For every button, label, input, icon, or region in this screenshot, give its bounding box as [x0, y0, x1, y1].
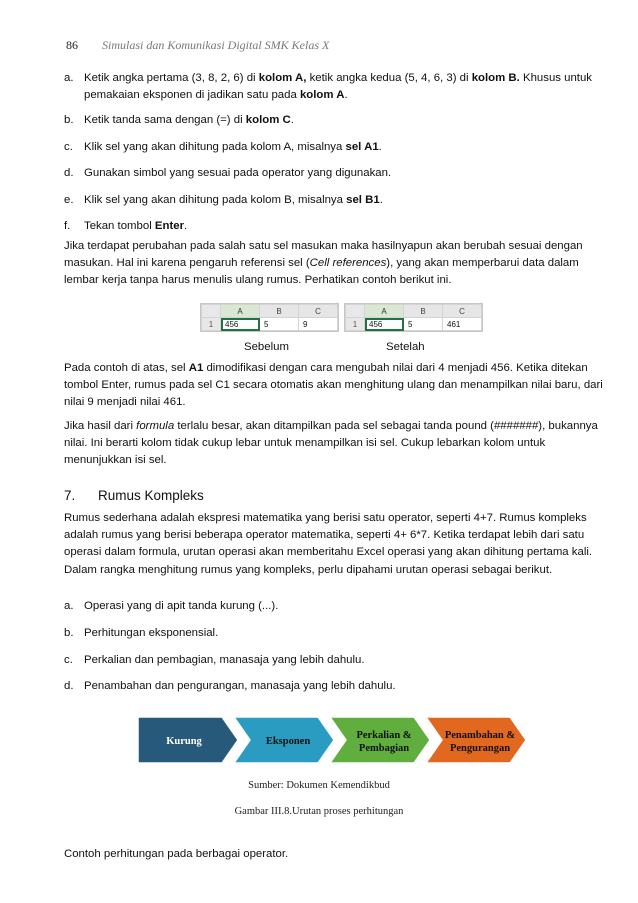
page-header — [66, 38, 329, 53]
label-before: Sebelum — [244, 341, 289, 353]
flow-step-label: Perkalian & — [356, 730, 412, 741]
text-run: ), yang akan memperbarui data dalam lembar kerja tanpa harus menulis ulang rumus. Perhatikan contoh berikut ini. — [64, 257, 579, 287]
cell-a1: 456 — [365, 318, 404, 331]
col-header-c: C — [299, 305, 338, 318]
text-run: . — [378, 141, 382, 153]
col-header-a: A — [365, 305, 404, 318]
text-run: . — [379, 194, 383, 206]
list-marker: c. — [64, 654, 73, 666]
text-run: Jika hasil dari — [64, 420, 137, 432]
text-run: Penambahan dan pengurangan, manasaja yang lebih dahulu. — [84, 680, 396, 692]
list-text — [84, 598, 604, 615]
list-text — [84, 625, 604, 642]
figure-source: Sumber: Dokumen Kemendikbud — [248, 780, 390, 791]
paragraph-cell-references — [64, 238, 604, 290]
list-marker: a. — [64, 72, 74, 84]
text-run: Rumus sederhana adalah ekspresi matematika yang berisi satu operator, seperti 4+7. Rumus kompleks adalah rumus yang berisi beberapa operator matematika, seperti 4+ 6*7. Ketika terdapat lebih dari satu operasi dalam formula, urutan operasi akan memberitahu Excel operasi yang akan dihitung pertama kali. Dalam rangka menghitung rumus yang kompleks, perlu dipahami urutan operasi sebagai berikut. — [64, 512, 593, 576]
list-item — [64, 165, 604, 182]
list-marker: b. — [64, 114, 74, 126]
list-marker: a. — [64, 600, 74, 612]
text-run: kolom B. — [471, 72, 520, 84]
text-run: A1 — [188, 362, 204, 374]
text-run: Operasi yang di apit tanda kurung (...). — [84, 600, 279, 612]
text-run: terlalu besar, akan ditampilkan pada sel sebagai tanda pound (#######), bukannya nilai. Ini berarti kolom tidak cukup lebar untuk menampilkan isi sel. Cukup lebarkan kolom untuk menunjukkan isi sel. — [64, 420, 598, 467]
label-after: Setelah — [386, 341, 425, 353]
text-run: ketik angka kedua (5, 4, 6, 3) di — [306, 72, 472, 84]
text-run: Gunakan simbol yang sesuai pada operator yang digunakan. — [84, 167, 392, 179]
col-header-b: B — [404, 305, 443, 318]
flow-step-label: Pembagian — [358, 743, 410, 754]
corner-cell — [346, 305, 365, 318]
list-text — [84, 139, 604, 156]
list-item — [64, 139, 604, 156]
text-run: kolom A — [299, 89, 345, 102]
text-run: kolom A, — [258, 72, 307, 84]
text-run: Cell references — [309, 257, 387, 270]
text-run: Pada contoh di atas, sel — [64, 362, 189, 374]
cell-b1: 5 — [260, 318, 299, 331]
text-run: Enter — [154, 220, 185, 232]
list-text — [84, 112, 604, 129]
list-text — [84, 192, 604, 209]
paragraph-pound-signs — [64, 418, 604, 470]
list-text — [84, 218, 604, 235]
list-marker: d. — [64, 680, 74, 692]
text-run: Khusus untuk pemakaian eksponen di jadikan satu pada — [84, 72, 592, 102]
list-item — [64, 678, 604, 695]
cell-a1: 456 — [221, 318, 260, 331]
section-number: 7. — [64, 488, 76, 503]
section-title: Rumus Kompleks — [98, 488, 204, 503]
list-marker: d. — [64, 167, 74, 179]
cell-b1: 5 — [404, 318, 443, 331]
book-title: Simulasi dan Komunikasi Digital SMK Kelas X — [102, 38, 330, 52]
text-run: Tekan tombol — [84, 220, 155, 232]
text-run: . — [290, 114, 294, 126]
paragraph-complex-formula — [64, 510, 604, 579]
list-item — [64, 625, 604, 642]
col-header-b: B — [260, 305, 299, 318]
text-run: kolom C — [245, 114, 291, 126]
text-run: Perhitungan eksponensial. — [84, 627, 219, 639]
flow-step-label: Kurung — [166, 736, 202, 747]
list-item — [64, 112, 604, 129]
excel-snippet-before — [200, 303, 339, 332]
text-run: Klik sel yang akan dihitung pada kolom A, misalnya — [84, 141, 346, 153]
text-run: sel A1 — [345, 141, 379, 153]
text-run: Ketik angka pertama (3, 8, 2, 6) di — [84, 72, 259, 84]
text-run: Perkalian dan pembagian, manasaja yang lebih dahulu. — [84, 654, 365, 666]
text-run: . — [344, 89, 348, 102]
list-item — [64, 652, 604, 669]
row-header-1: 1 — [346, 318, 365, 331]
corner-cell — [202, 305, 221, 318]
excel-snippet-after — [344, 303, 483, 332]
list-item — [64, 70, 604, 104]
text-run: Klik sel yang akan dihitung pada kolom B, misalnya — [84, 194, 347, 206]
text-run: . — [184, 220, 188, 232]
flow-step-label: Penambahan & — [444, 730, 516, 741]
page-number: 86 — [66, 38, 78, 52]
list-text — [84, 165, 604, 182]
flow-step-label: Pengurangan — [449, 743, 511, 754]
cell-c1: 9 — [299, 318, 338, 331]
text-run: Ketik tanda sama dengan (=) di — [84, 114, 246, 126]
text-run: Jika terdapat perubahan pada salah satu sel masukan maka hasilnyapun akan berubah sesuai dengan masukan. Hal ini karena pengaruh referensi sel ( — [64, 240, 583, 270]
cell-c1: 461 — [443, 318, 482, 331]
text-run: sel B1 — [346, 194, 380, 206]
flow-step-label: Eksponen — [265, 736, 311, 747]
list-marker: c. — [64, 141, 73, 153]
closing-text: Contoh perhitungan pada berbagai operator. — [64, 848, 289, 860]
text-run: formula — [136, 420, 175, 432]
section-heading — [64, 488, 204, 503]
list-text — [84, 70, 604, 104]
list-marker: b. — [64, 627, 74, 639]
list-marker: e. — [64, 194, 74, 206]
paragraph-modification — [64, 360, 604, 412]
list-text — [84, 652, 604, 669]
list-marker: f. — [64, 220, 71, 232]
row-header-1: 1 — [202, 318, 221, 331]
list-text — [84, 678, 604, 695]
text-run: dimodifikasi dengan cara mengubah nilai dari 4 menjadi 456. Ketika ditekan tombol Enter, rumus pada sel C1 secara otomatis akan menghitung ulang dan menampilkan nilai baru, dari nilai 9 menjadi nilai 461. — [64, 362, 603, 409]
list-item — [64, 192, 604, 209]
figure-caption: Gambar III.8.Urutan proses perhitungan — [234, 806, 404, 817]
col-header-c: C — [443, 305, 482, 318]
list-item — [64, 218, 604, 235]
operation-order-flow — [138, 715, 528, 765]
col-header-a: A — [221, 305, 260, 318]
list-item — [64, 598, 604, 615]
